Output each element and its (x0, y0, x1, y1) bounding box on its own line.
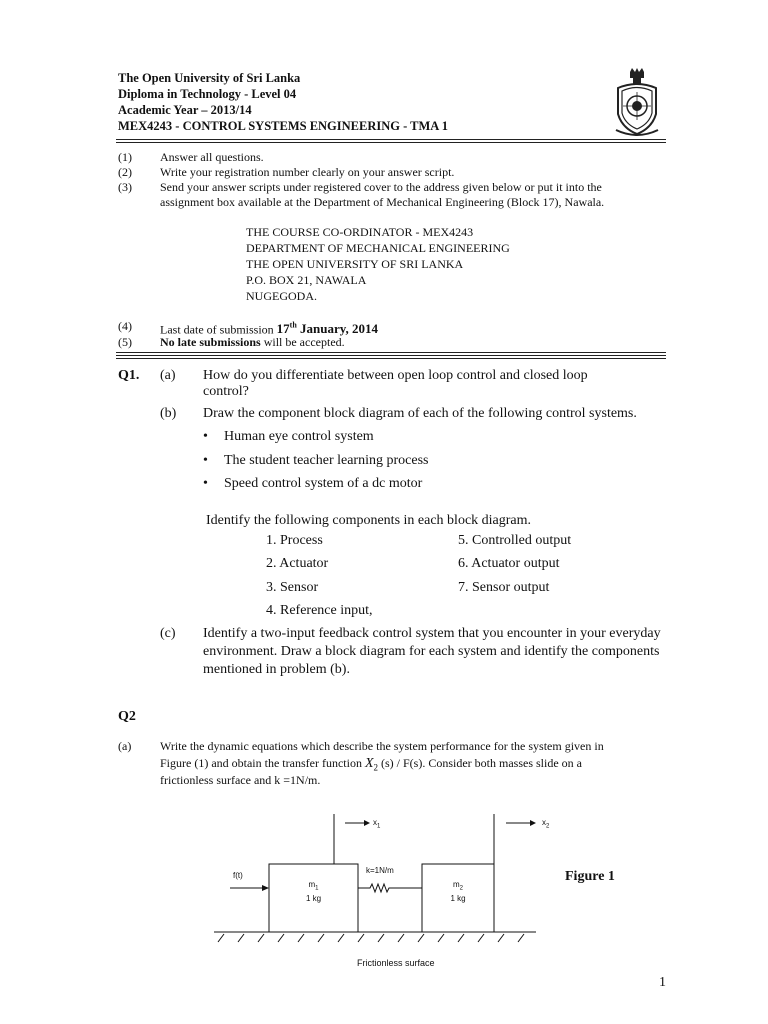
bullet-icon: • (203, 453, 208, 468)
instruction-number: (1) (118, 150, 132, 164)
component-item: 1. Process (266, 533, 323, 548)
bullet-text: Speed control system of a dc motor (224, 476, 423, 491)
section-rule-top (116, 352, 666, 353)
deadline-month-year: January, 2014 (296, 321, 379, 337)
component-item: 2. Actuator (266, 556, 329, 571)
deadline-day-suffix: th (289, 321, 297, 330)
component-item: 3. Sensor (266, 580, 319, 595)
instruction-number: (5) (118, 335, 132, 349)
x1-subscript: 1 (377, 823, 381, 830)
component-item: 6. Actuator output (458, 556, 560, 571)
header-university: The Open University of Sri Lanka (118, 71, 301, 85)
surface-label: Frictionless surface (357, 958, 435, 968)
university-crest-icon (612, 66, 662, 138)
instruction-number: (2) (118, 165, 132, 179)
q2-label: Q2 (118, 709, 136, 724)
q1-label: Q1. (118, 368, 140, 383)
q1-c-text: Identify a two-input feedback control system that you encounter in your everyday (203, 626, 661, 641)
bullet-item (203, 428, 374, 446)
component-item: 5. Controlled output (458, 533, 572, 548)
figure-caption: Figure 1 (565, 869, 615, 884)
address-line: NUGEGODA. (246, 289, 317, 303)
x2-symbol: x (542, 818, 546, 827)
q1-a-number: (a) (160, 368, 176, 383)
component-item: 7. Sensor output (458, 580, 550, 595)
address-line: DEPARTMENT OF MECHANICAL ENGINEERING (246, 241, 510, 255)
m2-value: 1 kg (450, 893, 466, 903)
q1-identify-text: Identify the following components in each block diagram. (206, 513, 532, 528)
transfer-function-variable: X (364, 756, 374, 771)
q1-b-text: Draw the component block diagram of each of the following control systems. (203, 406, 637, 421)
instruction-text: Answer all questions. (160, 150, 264, 164)
force-label: f(t) (233, 871, 243, 880)
bullet-item (203, 452, 429, 470)
q2-a-text: Write the dynamic equations which describe the system performance for the system given in (160, 739, 604, 753)
mass-m1-label (269, 880, 358, 904)
bullet-icon: • (203, 476, 208, 491)
transfer-function-subscript: 2 (373, 762, 378, 773)
instruction-number: (4) (118, 319, 132, 333)
address-line: P.O. BOX 21, NAWALA (246, 273, 367, 287)
late-submission-note (160, 334, 345, 350)
q1-c-number: (c) (160, 626, 176, 641)
q2-a-number: (a) (118, 739, 132, 753)
q1-a-text-continued: control? (203, 384, 249, 399)
section-rule-bottom (116, 358, 666, 359)
q1-b-number: (b) (160, 406, 177, 421)
x1-label (373, 818, 380, 830)
bullet-text: Human eye control system (224, 429, 374, 444)
header-academic-year: Academic Year – 2013/14 (118, 103, 252, 117)
m1-subscript: 1 (315, 885, 319, 892)
late-submission-bold: No late submissions (160, 335, 261, 349)
x1-arrow-head-icon (364, 820, 370, 826)
bullet-item (203, 475, 423, 493)
m2-subscript: 2 (459, 885, 463, 892)
component-item: 4. Reference input, (266, 603, 373, 618)
mass-m2-label (422, 880, 494, 904)
bullet-icon: • (203, 429, 208, 444)
section-rule-middle (116, 355, 666, 356)
q1-c-text-continued: mentioned in problem (b). (203, 662, 350, 677)
deadline-day: 17 (276, 321, 290, 337)
m2-symbol: m (452, 880, 460, 889)
address-line: THE COURSE CO-ORDINATOR - MEX4243 (246, 225, 474, 239)
spring-constant-label: k=1N/m (366, 866, 394, 875)
address-line: THE OPEN UNIVERSITY OF SRI LANKA (246, 257, 464, 271)
q2-a-text-part: Figure (1) and obtain the transfer function (160, 756, 365, 770)
m1-value: 1 kg (305, 893, 322, 903)
header-course: MEX4243 - CONTROL SYSTEMS ENGINEERING - TMA 1 (118, 119, 449, 133)
header-rule-bottom (116, 142, 666, 143)
instruction-text: Send your answer scripts under registered cover to the address given below or put it into the (160, 180, 602, 194)
ground-hatching-icon (218, 934, 524, 942)
x2-arrow-head-icon (530, 820, 536, 826)
instruction-text: Write your registration number clearly on your answer script. (160, 165, 455, 179)
q2-a-text-part: (s) / F(s). Consider both masses slide on a (378, 756, 582, 770)
instruction-number: (3) (118, 180, 132, 194)
header-diploma: Diploma in Technology - Level 04 (118, 87, 297, 101)
x2-subscript: 2 (546, 823, 550, 830)
page-number: 1 (659, 975, 666, 990)
x1-symbol: x (373, 818, 377, 827)
submission-deadline-label: Last date of submission (160, 322, 277, 337)
instruction-text-continued: assignment box available at the Department of Mechanical Engineering (Block 17), Nawala. (160, 195, 605, 209)
late-submission-rest: will be accepted. (260, 335, 345, 349)
m1-symbol: m (308, 880, 316, 889)
force-arrow-head-icon (262, 885, 269, 891)
spring-icon (358, 884, 422, 892)
q2-a-text-continued: frictionless surface and k =1N/m. (160, 773, 321, 787)
header-rule-top (116, 139, 666, 140)
bullet-text: The student teacher learning process (224, 453, 429, 468)
q1-c-text-continued: environment. Draw a block diagram for each system and identify the components (203, 644, 660, 659)
x2-label (542, 818, 549, 830)
q1-a-text: How do you differentiate between open loop control and closed loop (203, 368, 588, 383)
